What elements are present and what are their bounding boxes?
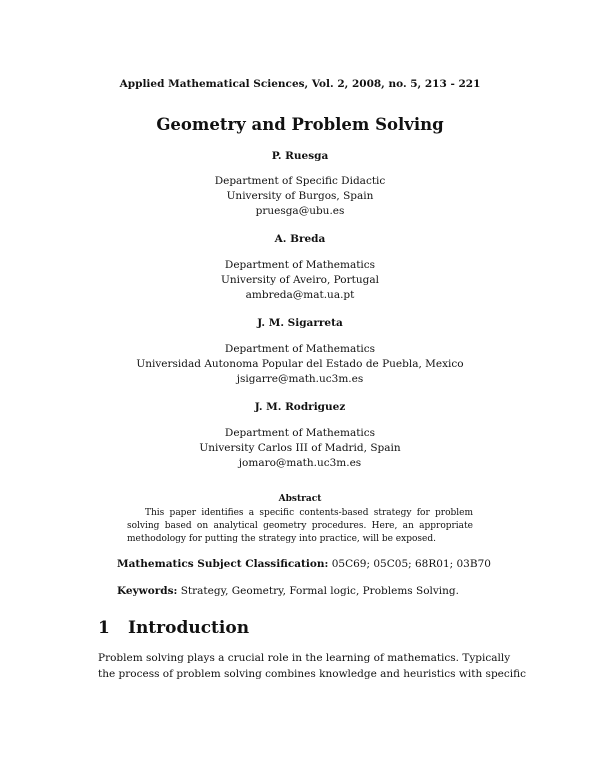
author-affiliation: [0, 426, 600, 471]
journal-header: Applied Mathematical Sciences, Vol. 2, 2008, no. 5, 213 - 221: [119, 78, 481, 90]
author-affiliation: [0, 342, 600, 387]
affiliation-university: University of Aveiro, Portugal: [221, 274, 379, 286]
affiliation-email: jsigarre@math.uc3m.es: [236, 373, 364, 385]
section-heading: [98, 618, 249, 638]
affiliation-department: Department of Mathematics: [224, 259, 376, 271]
section-title: Introduction: [128, 618, 250, 638]
author-name: J. M. Rodriguez: [254, 401, 346, 413]
msc-value: 05C69; 05C05; 68R01; 03B70: [331, 558, 491, 570]
msc-line: [117, 558, 491, 570]
affiliation-university: University Carlos III of Madrid, Spain: [199, 442, 401, 454]
affiliation-email: jomaro@math.uc3m.es: [238, 457, 362, 469]
keywords-value: Strategy, Geometry, Formal logic, Problems Solving.: [180, 585, 459, 597]
section-number: 1: [98, 618, 110, 638]
author-affiliation: [0, 174, 600, 219]
affiliation-university: Universidad Autonoma Popular del Estado de Puebla, Mexico: [136, 358, 464, 370]
author-name: P. Ruesga: [271, 150, 329, 162]
paper-title: Geometry and Problem Solving: [156, 115, 444, 134]
paragraph-line: Problem solving plays a crucial role in the learning of mathematics. Typically: [98, 652, 511, 664]
author-name: J. M. Sigarreta: [257, 317, 343, 329]
keywords-line: [117, 585, 459, 597]
affiliation-email: pruesga@ubu.es: [255, 205, 345, 217]
abstract-heading: Abstract: [278, 494, 322, 504]
affiliation-department: Department of Mathematics: [224, 343, 376, 355]
msc-label: Mathematics Subject Classification:: [117, 558, 329, 570]
intro-paragraph: [98, 650, 527, 682]
affiliation-university: University of Burgos, Spain: [226, 190, 374, 202]
abstract-text: This paper identifies a specific contents-based strategy for problem solving based on analytical geometry procedures. Here, an appropriate methodology for putting the strategy into practice, will be exposed.: [127, 508, 473, 544]
affiliation-email: ambreda@mat.ua.pt: [245, 289, 355, 301]
author-name: A. Breda: [274, 233, 326, 245]
keywords-label: Keywords:: [117, 585, 178, 597]
author-affiliation: [0, 258, 600, 303]
paragraph-line: the process of problem solving combines knowledge and heuristics with specific: [98, 668, 527, 680]
affiliation-department: Department of Specific Didactic: [214, 175, 386, 187]
affiliation-department: Department of Mathematics: [224, 427, 376, 439]
